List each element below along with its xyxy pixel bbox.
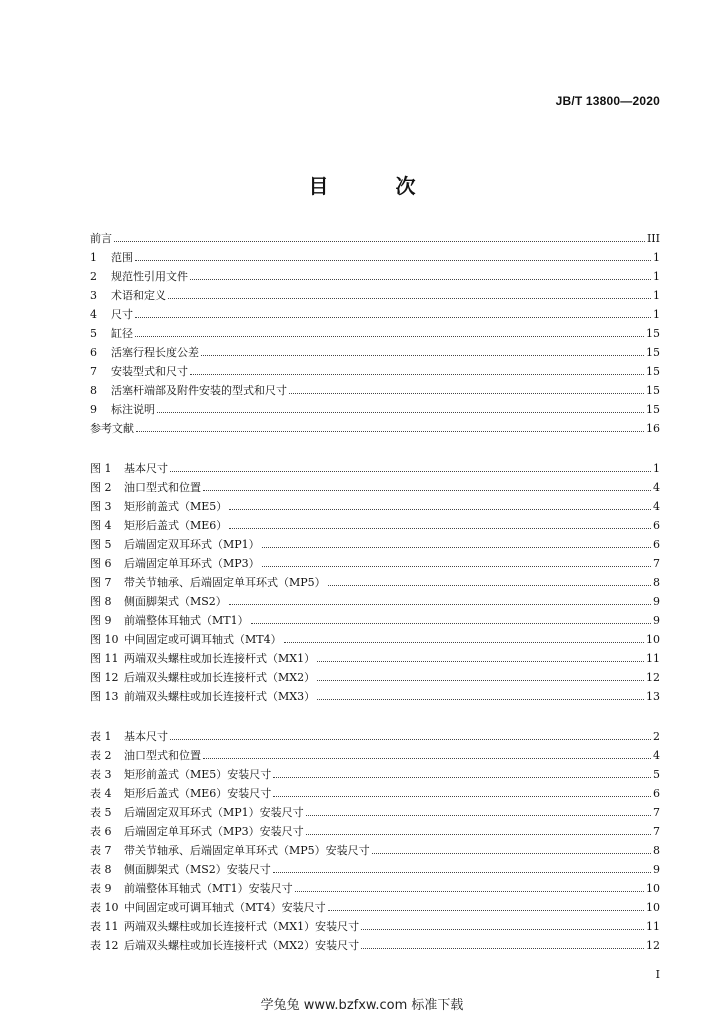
leader-dots <box>361 948 644 949</box>
toc-table-entry[interactable] <box>90 876 660 895</box>
leader-dots <box>229 604 651 605</box>
leader-dots <box>328 910 644 911</box>
toc-entry-number: 5 <box>90 327 97 340</box>
toc-figure-entry[interactable] <box>90 684 660 703</box>
toc-entry-number: 图 13 <box>90 690 119 703</box>
toc-entry-label: 油口型式和位置 <box>124 749 201 762</box>
toc-entry-label: 油口型式和位置 <box>124 481 201 494</box>
toc-entry-number: 图 12 <box>90 671 119 684</box>
leader-dots <box>295 891 644 892</box>
toc-entry-label: 参考文献 <box>90 422 134 435</box>
toc-entry-page: 4 <box>653 749 660 762</box>
leader-dots <box>306 834 651 835</box>
leader-dots <box>114 241 645 242</box>
toc-entry-number: 7 <box>90 365 97 378</box>
leader-dots <box>273 777 651 778</box>
toc-entry-number: 图 9 <box>90 614 112 627</box>
leader-dots <box>262 566 651 567</box>
leader-dots <box>328 585 651 586</box>
toc-entry-number: 表 7 <box>90 844 112 857</box>
leader-dots <box>157 412 644 413</box>
toc-table-entry[interactable] <box>90 781 660 800</box>
toc-entry-page: 1 <box>653 289 660 302</box>
toc-entry-label: 后端固定双耳环式（MP1）安装尺寸 <box>124 806 304 819</box>
toc-entry-number: 表 6 <box>90 825 112 838</box>
toc-entry-label: 后端固定单耳环式（MP3） <box>124 557 260 570</box>
toc-figure-entry[interactable] <box>90 551 660 570</box>
toc-entry-label: 后端双头螺柱或加长连接杆式（MX2）安装尺寸 <box>124 939 360 952</box>
toc-table-entry[interactable] <box>90 819 660 838</box>
toc-entry-page: 15 <box>646 327 660 340</box>
toc-entry-number: 图 5 <box>90 538 112 551</box>
toc-entry-page: 6 <box>653 519 660 532</box>
leader-dots <box>317 661 644 662</box>
toc-entry-label: 两端双头螺柱或加长连接杆式（MX1） <box>124 652 316 665</box>
toc-figure-entry[interactable] <box>90 646 660 665</box>
toc-entry[interactable] <box>90 378 660 397</box>
toc-entry-page: 6 <box>653 538 660 551</box>
toc-figure-entry[interactable] <box>90 513 660 532</box>
toc-entry-label: 前端双头螺柱或加长连接杆式（MX3） <box>124 690 316 703</box>
toc-entry-label: 矩形后盖式（ME6）安装尺寸 <box>124 787 272 800</box>
leader-dots <box>190 279 651 280</box>
leader-dots <box>306 815 651 816</box>
toc-entry-label: 基本尺寸 <box>124 730 168 743</box>
leader-dots <box>190 374 644 375</box>
toc-entry-number: 9 <box>90 403 97 416</box>
toc-entry-page: 15 <box>646 403 660 416</box>
toc-entry-label: 侧面脚架式（MS2） <box>124 595 227 608</box>
leader-dots <box>251 623 651 624</box>
toc-entry-label: 中间固定或可调耳轴式（MT4）安装尺寸 <box>124 901 326 914</box>
toc-entry-label: 前端整体耳轴式（MT1） <box>124 614 249 627</box>
toc-figure-entry[interactable] <box>90 627 660 646</box>
leader-dots <box>135 336 644 337</box>
toc-entry-number: 图 4 <box>90 519 112 532</box>
toc-entry-page: 10 <box>646 633 660 646</box>
page-title: 目 次 <box>308 174 446 198</box>
leader-dots <box>273 872 651 873</box>
toc-entry-label: 标注说明 <box>111 403 155 416</box>
toc-entry-page: 8 <box>653 844 660 857</box>
toc-entry-label: 两端双头螺柱或加长连接杆式（MX1）安装尺寸 <box>124 920 360 933</box>
toc-entry-number: 图 7 <box>90 576 112 589</box>
toc-entry-page: 10 <box>646 882 660 895</box>
toc-entry-number: 8 <box>90 384 97 397</box>
toc-entry-page: 13 <box>646 690 660 703</box>
toc-entry[interactable] <box>90 359 660 378</box>
toc-entry-number: 1 <box>90 251 97 264</box>
toc-entry-label: 缸径 <box>111 327 133 340</box>
leader-dots <box>229 528 651 529</box>
toc-entry-label: 安装型式和尺寸 <box>111 365 188 378</box>
toc-entry-label: 前言 <box>90 232 112 245</box>
leader-dots <box>170 471 651 472</box>
leader-dots <box>136 431 644 432</box>
leader-dots <box>135 317 651 318</box>
leader-dots <box>203 490 651 491</box>
leader-dots <box>284 642 644 643</box>
toc-entry-page: 1 <box>653 462 660 475</box>
toc-figure-entry[interactable] <box>90 608 660 627</box>
toc-figure-entry[interactable] <box>90 456 660 475</box>
toc-entry-label: 带关节轴承、后端固定单耳环式（MP5）安装尺寸 <box>124 844 370 857</box>
toc-table-entry[interactable] <box>90 743 660 762</box>
toc-entry-page: 8 <box>653 576 660 589</box>
toc-entry-page: 9 <box>653 863 660 876</box>
toc-entry-number: 图 8 <box>90 595 112 608</box>
leader-dots <box>372 853 651 854</box>
toc-figure-entry[interactable] <box>90 532 660 551</box>
toc-entry-label: 中间固定或可调耳轴式（MT4） <box>124 633 282 646</box>
toc-entry-page: 15 <box>646 365 660 378</box>
toc-entry-number: 表 5 <box>90 806 112 819</box>
toc-entry-page: 5 <box>653 768 660 781</box>
toc-entry-label: 术语和定义 <box>111 289 166 302</box>
toc-entry-number: 4 <box>90 308 97 321</box>
toc-entry-number: 表 3 <box>90 768 112 781</box>
toc-entry-page: 15 <box>646 346 660 359</box>
toc-table-entry[interactable] <box>90 895 660 914</box>
toc-entry-label: 矩形后盖式（ME6） <box>124 519 228 532</box>
toc-entry-number: 表 10 <box>90 901 119 914</box>
toc-entry-number: 图 11 <box>90 652 119 665</box>
toc-sections <box>90 226 660 435</box>
watermark-footer[interactable]: 学兔兔 www.bzfxw.com 标准下载 <box>260 998 464 1013</box>
toc-entry-label: 规范性引用文件 <box>111 270 188 283</box>
toc-entry[interactable] <box>90 264 660 283</box>
toc-entry[interactable] <box>90 321 660 340</box>
toc-table-entry[interactable] <box>90 724 660 743</box>
leader-dots <box>135 260 651 261</box>
toc-entry-label: 带关节轴承、后端固定单耳环式（MP5） <box>124 576 326 589</box>
toc-entry-page: 16 <box>646 422 660 435</box>
toc-entry-page: 1 <box>653 270 660 283</box>
leader-dots <box>229 509 651 510</box>
toc-entry-number: 表 11 <box>90 920 119 933</box>
toc-entry[interactable] <box>90 283 660 302</box>
toc-figures <box>90 456 660 703</box>
toc-entry-number: 图 3 <box>90 500 112 513</box>
toc-entry-page: III <box>646 232 660 245</box>
toc-table-entry[interactable] <box>90 762 660 781</box>
toc-entry-page: 11 <box>646 920 660 933</box>
toc-entry-page: 1 <box>653 251 660 264</box>
toc-entry-number: 6 <box>90 346 97 359</box>
leader-dots <box>201 355 644 356</box>
standard-code: JB/T 13800—2020 <box>555 94 660 108</box>
toc-entry-label: 侧面脚架式（MS2）安装尺寸 <box>124 863 271 876</box>
toc-entry-page: 7 <box>653 806 660 819</box>
leader-dots <box>317 680 644 681</box>
toc-entry-number: 图 10 <box>90 633 119 646</box>
toc-entry[interactable] <box>90 226 660 245</box>
toc-entry-label: 尺寸 <box>111 308 133 321</box>
leader-dots <box>361 929 644 930</box>
toc-entry-number: 表 8 <box>90 863 112 876</box>
toc-entry-number: 表 12 <box>90 939 119 952</box>
toc-entry-label: 矩形前盖式（ME5）安装尺寸 <box>124 768 272 781</box>
toc-table-entry[interactable] <box>90 838 660 857</box>
leader-dots <box>203 758 651 759</box>
toc-entry-page: 4 <box>653 481 660 494</box>
toc-entry-label: 前端整体耳轴式（MT1）安装尺寸 <box>124 882 293 895</box>
toc-figure-entry[interactable] <box>90 475 660 494</box>
toc-table-entry[interactable] <box>90 857 660 876</box>
page-number: I <box>655 968 660 981</box>
toc-entry-number: 表 9 <box>90 882 112 895</box>
toc-entry-label: 活塞杆端部及附件安装的型式和尺寸 <box>111 384 287 397</box>
toc-entry[interactable] <box>90 245 660 264</box>
toc-entry-page: 4 <box>653 500 660 513</box>
toc-entry-label: 矩形前盖式（ME5） <box>124 500 228 513</box>
leader-dots <box>317 699 644 700</box>
toc-figure-entry[interactable] <box>90 570 660 589</box>
toc-entry[interactable] <box>90 340 660 359</box>
toc-figure-entry[interactable] <box>90 494 660 513</box>
toc-entry[interactable] <box>90 397 660 416</box>
toc-entry[interactable] <box>90 302 660 321</box>
toc-entry-page: 11 <box>646 652 660 665</box>
leader-dots <box>170 739 651 740</box>
toc-entry-page: 10 <box>646 901 660 914</box>
toc-entry-page: 2 <box>653 730 660 743</box>
toc-entry-number: 表 1 <box>90 730 112 743</box>
toc-entry-number: 2 <box>90 270 97 283</box>
toc-entry-number: 图 6 <box>90 557 112 570</box>
toc-entry-page: 9 <box>653 595 660 608</box>
toc-entry-label: 基本尺寸 <box>124 462 168 475</box>
toc-entry-label: 后端固定双耳环式（MP1） <box>124 538 260 551</box>
toc-entry-page: 7 <box>653 557 660 570</box>
toc-figure-entry[interactable] <box>90 665 660 684</box>
toc-table-entry[interactable] <box>90 933 660 952</box>
toc-entry-number: 3 <box>90 289 97 302</box>
leader-dots <box>289 393 644 394</box>
toc-entry-label: 活塞行程长度公差 <box>111 346 199 359</box>
toc-table-entry[interactable] <box>90 914 660 933</box>
toc-entry-number: 表 4 <box>90 787 112 800</box>
toc-entry-page: 15 <box>646 384 660 397</box>
leader-dots <box>273 796 651 797</box>
leader-dots <box>262 547 651 548</box>
toc-figure-entry[interactable] <box>90 589 660 608</box>
toc-table-entry[interactable] <box>90 800 660 819</box>
toc-entry-label: 后端双头螺柱或加长连接杆式（MX2） <box>124 671 316 684</box>
leader-dots <box>168 298 651 299</box>
toc-entry-number: 表 2 <box>90 749 112 762</box>
toc-entry[interactable] <box>90 416 660 435</box>
toc-entry-label: 范围 <box>111 251 133 264</box>
toc-entry-number: 图 1 <box>90 462 112 475</box>
toc-entry-page: 7 <box>653 825 660 838</box>
toc-entry-page: 9 <box>653 614 660 627</box>
toc-entry-label: 后端固定单耳环式（MP3）安装尺寸 <box>124 825 304 838</box>
toc-entry-page: 12 <box>646 939 660 952</box>
toc-entry-page: 12 <box>646 671 660 684</box>
toc-entry-page: 1 <box>653 308 660 321</box>
toc-entry-number: 图 2 <box>90 481 112 494</box>
toc-entry-page: 6 <box>653 787 660 800</box>
toc-tables <box>90 724 660 952</box>
